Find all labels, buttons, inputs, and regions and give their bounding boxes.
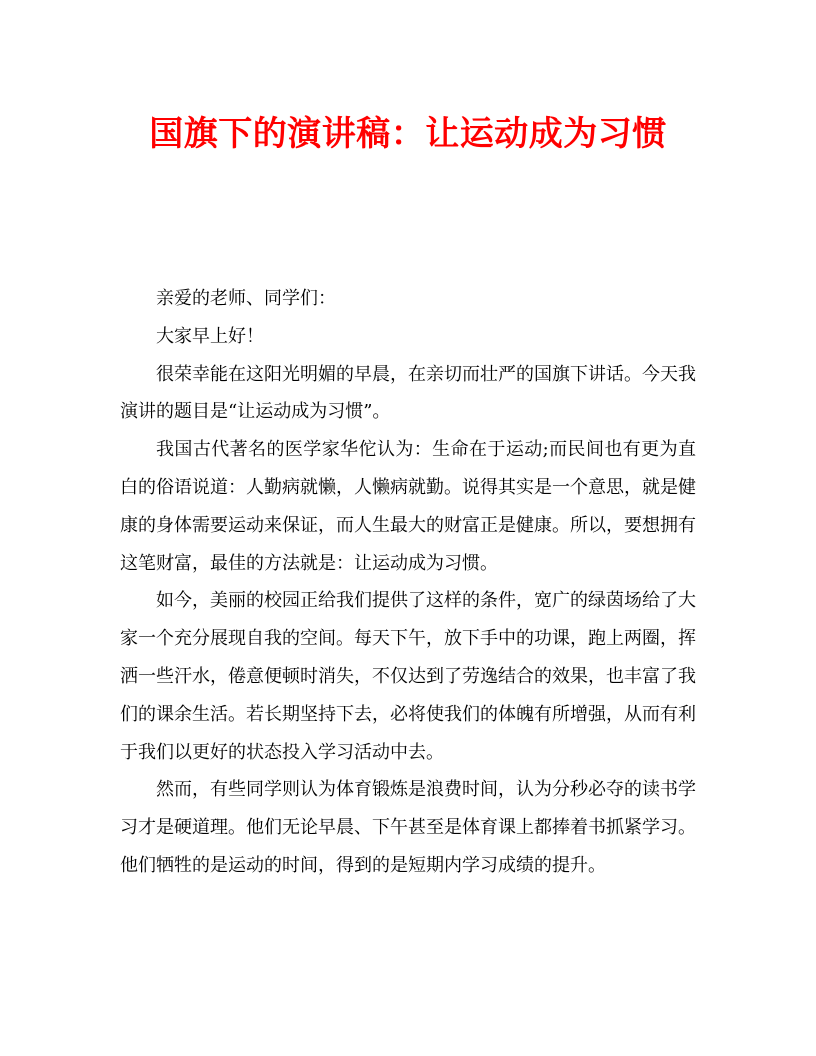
greeting: 大家早上好！ <box>156 325 264 347</box>
paragraph-1: 很荣幸能在这阳光明媚的早晨，在亲切而壮严的国旗下讲话。今天我演讲的题目是“让运动成为习惯”。 <box>120 363 696 423</box>
salutation: 亲爱的老师、同学们： <box>156 288 336 309</box>
paragraph-4: 然而，有些同学则认为体育锻炼是浪费时间，认为分秒必夺的读书学习才是硬道理。他们无论早晨、下午甚至是体育课上都捧着书抓紧学习。他们牺牲的是运动的时间，得到的是短期内学习成绩的提升。 <box>120 779 696 876</box>
page-title: 国旗下的演讲稿：让运动成为习惯 <box>149 114 667 154</box>
paragraph-3: 如今，美丽的校园正给我们提供了这样的条件，宽广的绿茵场给了大家一个充分展现自我的空间。每天下午，放下手中的功课，跑上两圈，挥洒一些汗水，倦意便顿时消失，不仅达到了劳逸结合的效果，也丰富了我们的课余生活。若长期坚持下去，必将使我们的体魄有所增强，从而有利于我们以更好的状态投入学习活动中去。 <box>120 590 696 763</box>
document-body <box>120 280 696 885</box>
paragraph-2: 我国古代著名的医学家华佗认为：生命在于运动;而民间也有更为直白的俗语说道：人勤病就懒，人懒病就勤。说得其实是一个意思，就是健康的身体需要运动来保证，而人生最大的财富正是健康。所以，要想拥有这笔财富，最佳的方法就是：让运动成为习惯。 <box>120 439 696 574</box>
